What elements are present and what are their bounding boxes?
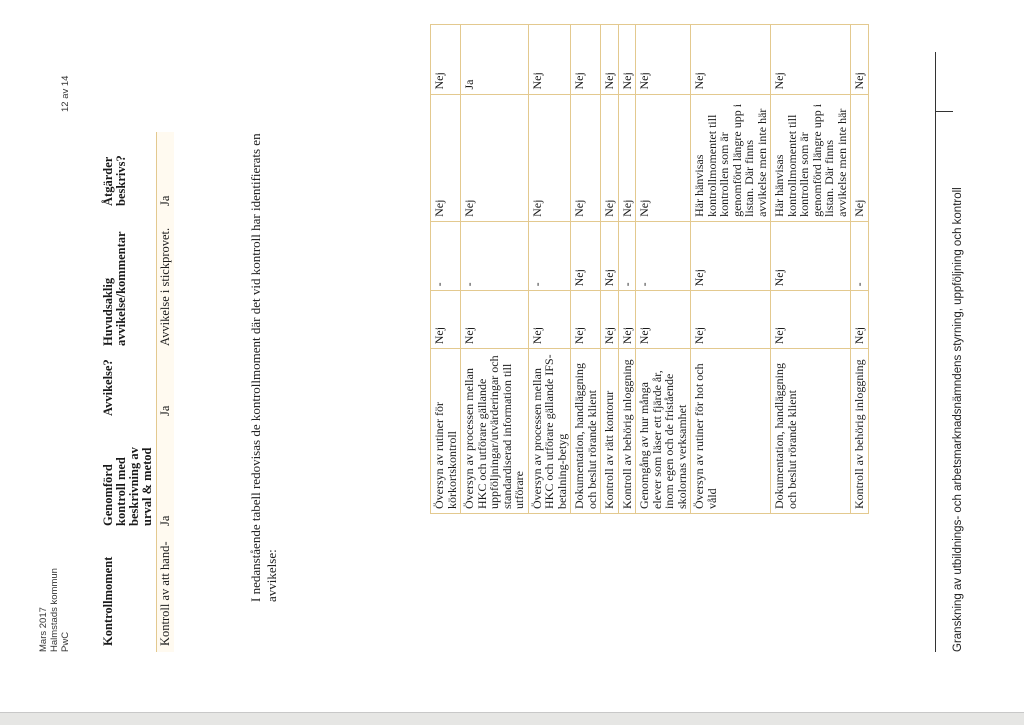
- cell-c3: Nej: [691, 221, 771, 290]
- page-header: Granskning av utbildnings- och arbetsmarknadsnämndens styrning, uppföljning och kontroll: [952, 187, 964, 652]
- header-kontrollmoment: Kontrollmoment: [101, 556, 115, 646]
- deviation-table-row: [157, 132, 175, 652]
- cell-process: Översyn av processen mellan HKC och utförare gällande IFS-betalning-betyg: [528, 349, 571, 514]
- cell-c3: Nej: [601, 221, 619, 290]
- header-kommentar: Huvudsaklig avvikelse/kommentar: [101, 231, 128, 346]
- cell-c4: Nej: [601, 94, 619, 221]
- control-table-body: [431, 25, 869, 514]
- cell-c4: Nej: [571, 94, 601, 221]
- header-rule-tick: [935, 111, 953, 112]
- cell-genomford: Ja: [157, 422, 175, 532]
- cell-c5: Nej: [601, 25, 619, 95]
- footer-org: Halmstads kommun: [49, 568, 60, 652]
- scanner-bed-edge: [0, 712, 1024, 725]
- control-table-row: [771, 25, 851, 514]
- cell-c3: -: [461, 221, 529, 290]
- intro-paragraph: I nedanstående tabell redovisas de kontrollmoment där det vid kontroll har identifierats en avvikelse:: [248, 133, 279, 602]
- cell-c5: Ja: [461, 25, 529, 95]
- deviation-table: [100, 132, 174, 652]
- cell-c5: Nej: [691, 25, 771, 95]
- cell-atgarder: Ja: [157, 132, 175, 212]
- cell-c3: Nej: [571, 221, 601, 290]
- footer-company: PwC: [60, 631, 71, 652]
- cell-c5: Nej: [431, 25, 461, 95]
- header-avvikelse: Avvikelse?: [101, 359, 115, 416]
- header-genomford: Genomförd kontroll med beskrivning av urval & metod: [101, 447, 154, 526]
- cell-process: Kontroll av rätt kontorur: [601, 349, 619, 514]
- cell-kommentar: Avvikelse i stickprovet.: [157, 212, 175, 352]
- cell-c3: -: [618, 221, 636, 290]
- control-table-continued: [430, 24, 869, 514]
- cell-c4: Nej: [636, 94, 691, 221]
- cell-c2: Nej: [636, 291, 691, 349]
- footer-page-number: 12 av 14: [60, 75, 71, 112]
- control-table-row: [528, 25, 571, 514]
- cell-process: Genomgång av hur många elever som läser ett fjärde år, inom egen och de fristående skolornas verksamhet: [636, 349, 691, 514]
- cell-c5: Nej: [771, 25, 851, 95]
- cell-c5: Nej: [636, 25, 691, 95]
- cell-c2: Nej: [851, 291, 869, 349]
- cell-c5: Nej: [571, 25, 601, 95]
- header-atgarder: Åtgärder beskrivs?: [101, 155, 128, 206]
- control-table-row: [431, 25, 461, 514]
- cell-c4: Här hänvisas kontrollmomentet till kontrollen som är genomförd längre upp i listan. Där finns avvikelse men inte här: [691, 94, 771, 221]
- footer-left: [38, 568, 71, 652]
- header-rule: [935, 52, 936, 652]
- cell-c3: -: [528, 221, 571, 290]
- cell-c4: Nej: [431, 94, 461, 221]
- cell-c4: Här hänvisas kontrollmomentet till kontrollen som är genomförd längre upp i listan. Där finns avvikelse men inte här: [771, 94, 851, 221]
- cell-c2: Nej: [571, 291, 601, 349]
- cell-c4: Nej: [851, 94, 869, 221]
- control-table-row: [601, 25, 619, 514]
- cell-c3: -: [431, 221, 461, 290]
- cell-c2: Nej: [528, 291, 571, 349]
- cell-c2: Nej: [771, 291, 851, 349]
- cell-c2: Nej: [618, 291, 636, 349]
- cell-c2: Nej: [691, 291, 771, 349]
- cell-c2: Nej: [461, 291, 529, 349]
- cell-c3: Nej: [771, 221, 851, 290]
- cell-process: Översyn av rutiner för hot och våld: [691, 349, 771, 514]
- cell-process: Dokumentation, handläggning och beslut rörande klient: [571, 349, 601, 514]
- control-table-row: [618, 25, 636, 514]
- control-table-row: [571, 25, 601, 514]
- cell-process: Dokumentation, handläggning och beslut rörande klient: [771, 349, 851, 514]
- cell-c4: Nej: [528, 94, 571, 221]
- cell-c5: Nej: [618, 25, 636, 95]
- deviation-table-header: [100, 132, 157, 652]
- control-table-row: [461, 25, 529, 514]
- cell-process: Översyn av rutiner för körkortskontroll: [431, 349, 461, 514]
- cell-c2: Nej: [601, 291, 619, 349]
- cell-c4: Nej: [618, 94, 636, 221]
- cell-c5: Nej: [528, 25, 571, 95]
- cell-c5: Nej: [851, 25, 869, 95]
- cell-c2: Nej: [431, 291, 461, 349]
- control-table-row: [851, 25, 869, 514]
- cell-c3: -: [636, 221, 691, 290]
- cell-process: Kontroll av behörig inloggning: [618, 349, 636, 514]
- cell-c3: -: [851, 221, 869, 290]
- cell-process: Kontroll av behörig inloggning: [851, 349, 869, 514]
- footer-date: Mars 2017: [38, 607, 49, 652]
- cell-kontrollmoment: Kontroll av att hand-: [157, 532, 175, 652]
- control-table-row: [691, 25, 771, 514]
- cell-avvikelse: Ja: [157, 352, 175, 422]
- cell-c4: Nej: [461, 94, 529, 221]
- control-table-row: [636, 25, 691, 514]
- cell-process: Översyn av processen mellan HKC och utförare gällande uppföljningar/utvärderingar och standardiserad information till utförare: [461, 349, 529, 514]
